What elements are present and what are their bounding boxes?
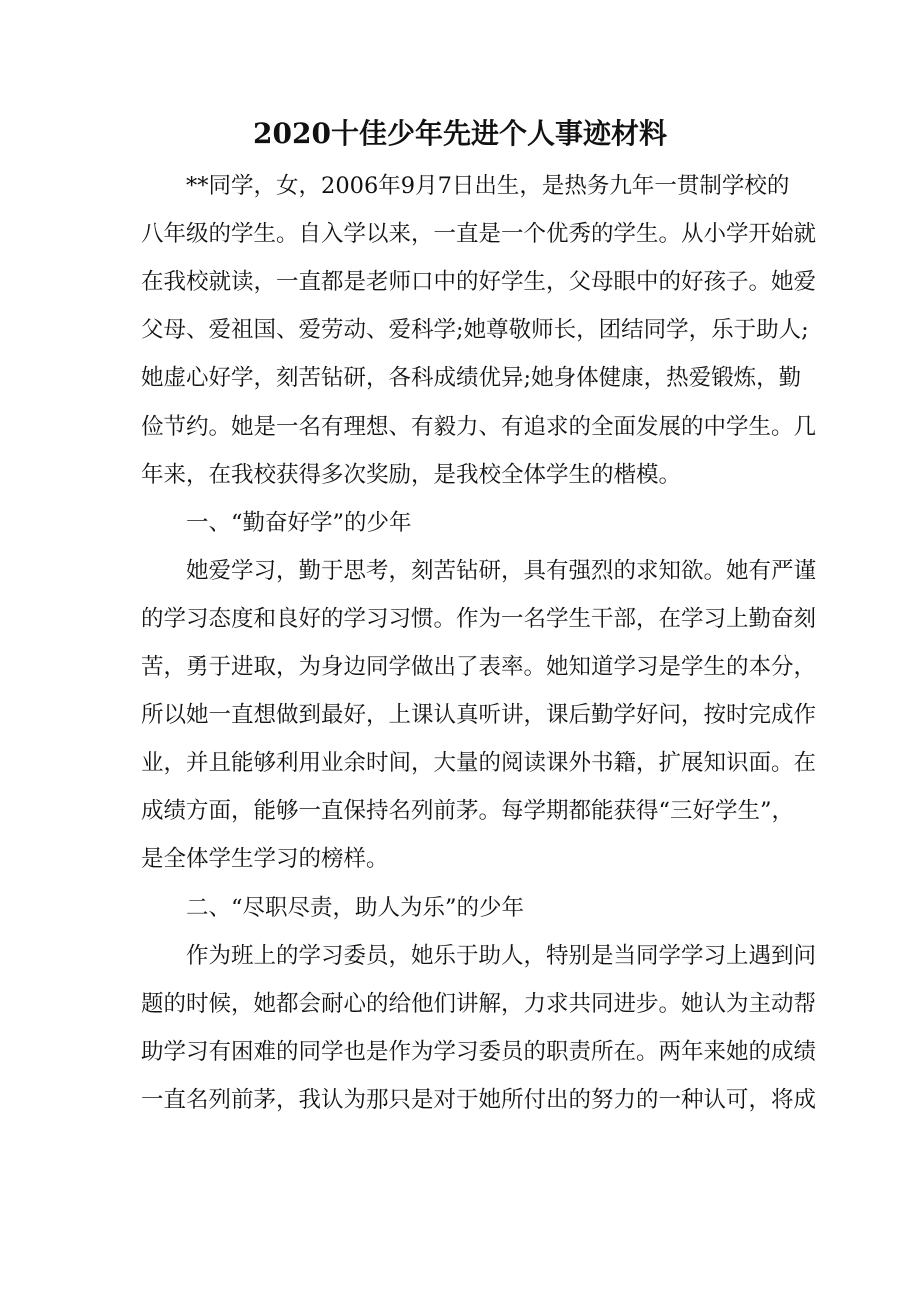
paragraph-line: 八年级的学生。自入学以来，一直是一个优秀的学生。从小学开始就: [141, 221, 817, 247]
paragraph-line: 父母、爱祖国、爱劳动、爱科学;她尊敬师长，团结同学，乐于助人;: [141, 317, 809, 343]
paragraph-line: 是全体学生学习的榜样。: [141, 846, 389, 872]
paragraph-line: 助学习有困难的同学也是作为学习委员的职责所在。两年来她的成绩: [141, 1039, 817, 1065]
paragraph-line: 她虚心好学，刻苦钻研，各科成绩优异;她身体健康，热爱锻炼，勤: [141, 365, 802, 391]
paragraph-line: 一直名列前茅，我认为那只是对于她所付出的努力的一种认可，将成: [141, 1087, 817, 1113]
paragraph-line: 的学习态度和良好的学习习惯。作为一名学生干部，在学习上勤奋刻: [141, 606, 817, 632]
paragraph-line: 她爱学习，勤于思考，刻苦钻研，具有强烈的求知欲。她有严谨: [186, 558, 817, 584]
paragraph-line: 在我校就读，一直都是老师口中的好学生，父母眼中的好孩子。她爱: [141, 269, 817, 295]
paragraph-line: 年来，在我校获得多次奖励，是我校全体学生的楷模。: [141, 462, 682, 488]
paragraph-line: 所以她一直想做到最好，上课认真听讲，课后勤学好问，按时完成作: [141, 702, 817, 728]
paragraph-line: 苦，勇于进取，为身边同学做出了表率。她知道学习是学生的本分，: [141, 654, 817, 680]
document-title: 2020十佳少年先进个人事迹材料: [253, 117, 667, 150]
section-heading: 一、“勤奋好学”的少年: [186, 510, 412, 536]
section-heading: 二、“尽职尽责，助人为乐”的少年: [186, 895, 525, 921]
paragraph-line: 作为班上的学习委员，她乐于助人，特别是当同学学习上遇到问: [186, 943, 817, 969]
paragraph-line: **同学，女，2006年9月7日出生，是热务九年一贯制学校的: [186, 173, 790, 199]
paragraph-line: 题的时候，她都会耐心的给他们讲解，力求共同进步。她认为主动帮: [141, 991, 817, 1017]
paragraph-line: 俭节约。她是一名有理想、有毅力、有追求的全面发展的中学生。几: [141, 414, 817, 440]
paragraph-line: 业，并且能够利用业余时间，大量的阅读课外书籍，扩展知识面。在: [141, 750, 817, 776]
paragraph-line: 成绩方面，能够一直保持名列前茅。每学期都能获得“三好学生”，: [141, 798, 795, 824]
